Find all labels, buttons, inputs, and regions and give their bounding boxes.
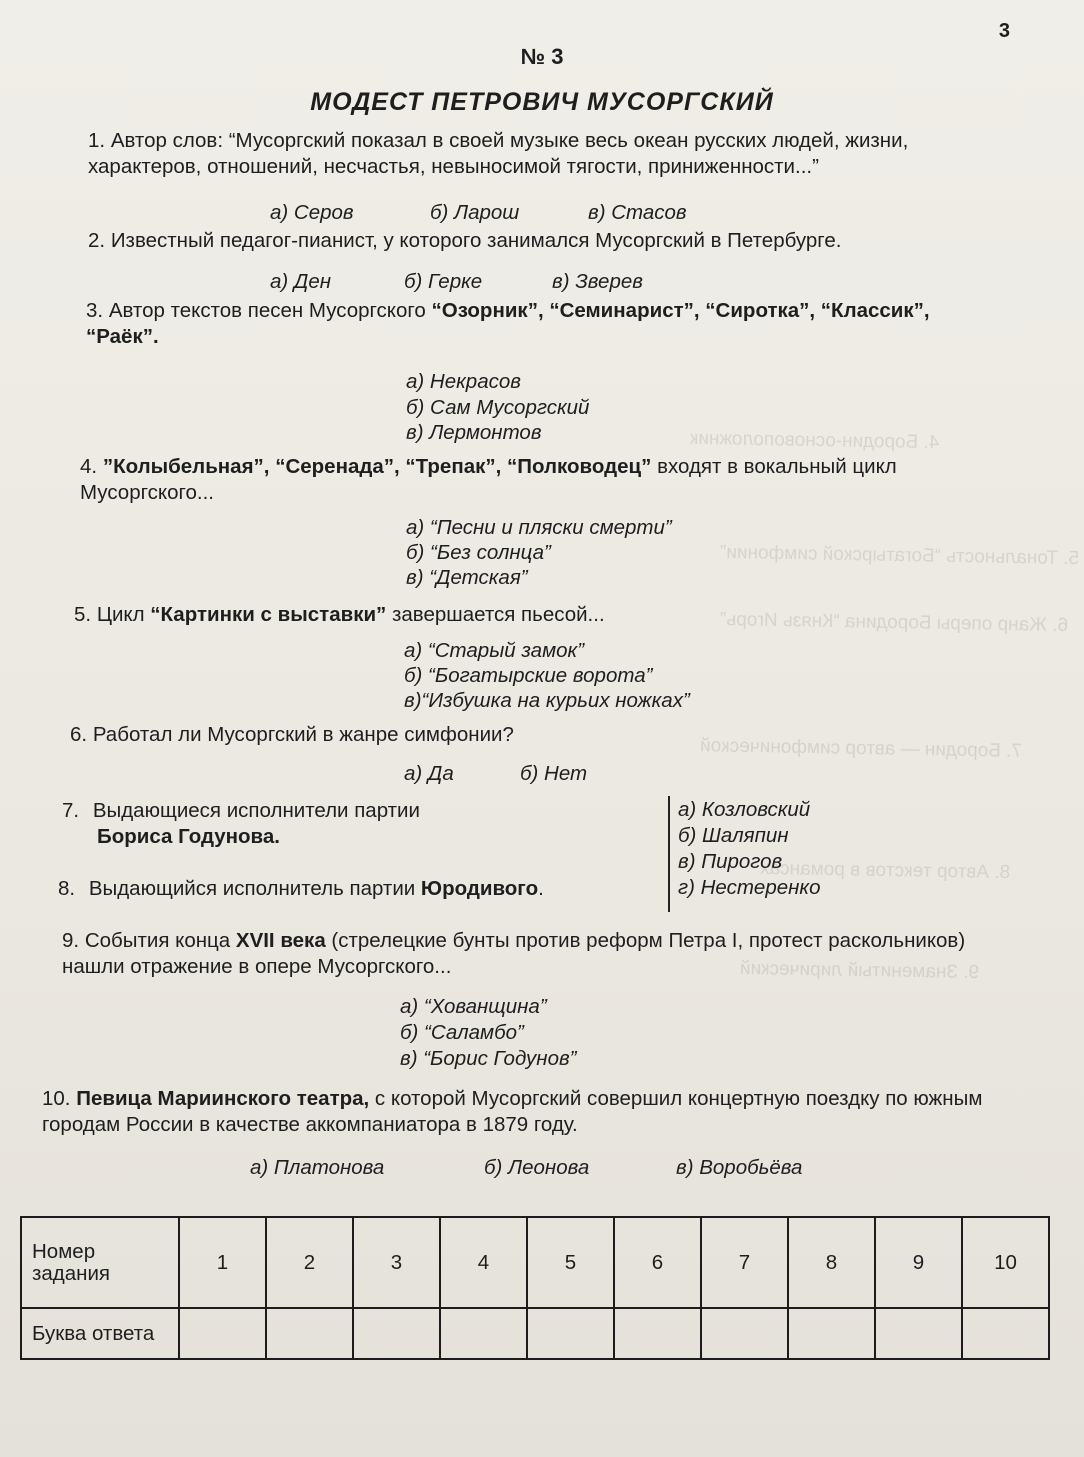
answer-cell[interactable] [614,1308,701,1359]
question-text: События конца [84,929,236,952]
answer-cell[interactable] [788,1308,875,1359]
question-7 [62,798,622,850]
option-c[interactable]: в) Пирогов [678,850,783,873]
question-number: 4. [80,455,98,478]
answer-cell[interactable] [962,1308,1049,1359]
answer-cell[interactable] [440,1308,527,1359]
question-text: Автор слов: “Мусоргский показал в своей музыке весь океан русских людей, жизни, характеров, отношений, несчастья, невыносимой тягости, приниженности...” [88,129,909,178]
question-number: 9. [62,929,80,952]
answer-cell[interactable] [875,1308,962,1359]
option-b[interactable]: б) “Богатырские ворота” [404,664,653,687]
option-a[interactable]: а) Да [404,762,454,785]
option-b[interactable]: б) Леонова [484,1156,590,1179]
divider-line [668,796,670,912]
bleed-through-text: 6. Жанр оперы Бородина “Князь Игорь” [719,608,1069,637]
task-number-cell: 3 [353,1217,440,1308]
option-d[interactable]: г) Нестеренко [678,876,821,899]
answer-cell[interactable] [527,1308,614,1359]
bleed-through-text: 9. Знаменитый лирический [739,957,980,984]
answer-options [0,270,1084,296]
page-title: МОДЕСТ ПЕТРОВИЧ МУСОРГСКИЙ [310,88,774,116]
question-text-bold: ”Колыбельная”, “Серенада”, “Трепак”, “Полководец” [102,455,652,478]
option-c[interactable]: в) “Детская” [406,566,528,589]
option-a[interactable]: а) Козловский [678,798,811,821]
question-number: 8. [58,877,76,900]
task-number-cell: 1 [179,1217,266,1308]
test-number: № 3 [520,44,564,69]
question-2 [88,228,1008,254]
option-b[interactable]: б) “Саламбо” [400,1021,524,1044]
option-c[interactable]: в) Стасов [588,201,687,224]
bleed-through-text: 5. Тональность “Богатырской симфонии” [719,541,1080,570]
question-text-bold: “Картинки с выставки” [150,603,387,626]
task-number-cell: 2 [266,1217,353,1308]
question-10 [42,1086,1052,1138]
option-b[interactable]: б) Шаляпин [678,824,789,847]
task-number-cell: 4 [440,1217,527,1308]
task-number-cell: 10 [962,1217,1049,1308]
question-number: 10. [42,1087,71,1110]
question-text-bold: Юродивого [420,877,539,900]
question-text-bold: XVII века [235,929,326,952]
table-row-answers [21,1308,1049,1359]
question-text: входят в вокальный цикл Мусоргского... [80,455,897,504]
question-number: 6. [70,723,88,746]
question-number: 7. [62,799,80,822]
question-4 [80,454,1010,506]
question-6 [70,722,1000,748]
answer-cell[interactable] [353,1308,440,1359]
answer-options [0,762,1084,788]
task-number-cell: 7 [701,1217,788,1308]
question-text: . [538,877,544,900]
question-3 [86,298,946,350]
answer-cell[interactable] [701,1308,788,1359]
question-text: Известный педагог-пианист, у которого занимался Мусоргский в Петербурге. [110,229,842,252]
question-text: (стрелецкие бунты против реформ Петра I, протест раскольников) нашли отражение в опере Мусоргского... [62,929,966,978]
option-a[interactable]: а) Ден [270,270,332,293]
option-c[interactable]: в)“Избушка на курьих ножках” [404,689,690,712]
question-text: завершается пьесой... [386,603,605,626]
page-number: 3 [998,20,1010,42]
option-b[interactable]: б) Герке [404,270,483,293]
option-c[interactable]: в) Лермонтов [406,421,542,444]
option-c[interactable]: в) Воробьёва [676,1156,803,1179]
option-b[interactable]: б) Ларош [430,201,520,224]
option-a[interactable]: а) Платонова [250,1156,385,1179]
table-row-numbers [21,1217,1049,1308]
bleed-through-text: 8. Автор текстов в романсах [759,857,1011,884]
question-text: Выдающийся исполнитель партии [88,877,421,900]
question-5 [74,602,1004,628]
answer-options [0,201,1084,227]
row-label: Буква ответа [21,1308,179,1359]
option-b[interactable]: б) Нет [520,762,588,785]
question-1 [88,128,1008,180]
option-c[interactable]: в) Зверев [552,270,643,293]
question-number: 3. [86,299,104,322]
question-text-bold: “Озорник”, “Семинарист”, “Сиротка”, “Классик”, “Раёк”. [86,299,930,348]
question-text-bold: Бориса Годунова. [97,825,280,848]
option-b[interactable]: б) “Без солнца” [406,541,551,564]
question-number: 2. [88,229,106,252]
option-a[interactable]: а) “Старый замок” [404,639,585,662]
question-number: 1. [88,129,106,152]
question-9 [62,928,982,980]
question-number: 5. [74,603,92,626]
option-c[interactable]: в) “Борис Годунов” [400,1047,577,1070]
bleed-through-text: 7. Бородин — автор симфонической [699,735,1023,762]
question-text: Работал ли Мусоргский в жанре симфонии? [92,723,514,746]
question-text: с которой Мусоргский совершил концертную поездку по южным городам России в качестве аккомпаниатора в 1879 году. [42,1087,983,1136]
question-text: Цикл [96,603,151,626]
option-a[interactable]: а) Некрасов [406,370,521,393]
question-text: Выдающиеся исполнители партии [92,799,420,822]
answer-cell[interactable] [266,1308,353,1359]
option-a[interactable]: а) Серов [270,201,354,224]
task-number-cell: 9 [875,1217,962,1308]
answer-cell[interactable] [179,1308,266,1359]
option-a[interactable]: а) “Хованщина” [400,995,547,1018]
answer-table [20,1216,1050,1360]
task-number-cell: 5 [527,1217,614,1308]
bleed-through-text: 4. Бородин-основоположник [689,427,940,454]
option-b[interactable]: б) Сам Мусоргский [406,396,590,419]
row-label: Номер задания [21,1217,179,1308]
question-8 [58,876,658,902]
option-a[interactable]: а) “Песни и пляски смерти” [406,516,672,539]
answer-options [0,1156,1084,1182]
question-text-bold: Певица Мариинского театра, [76,1087,370,1110]
question-text: Автор текстов песен Мусоргского [108,299,432,322]
task-number-cell: 8 [788,1217,875,1308]
task-number-cell: 6 [614,1217,701,1308]
